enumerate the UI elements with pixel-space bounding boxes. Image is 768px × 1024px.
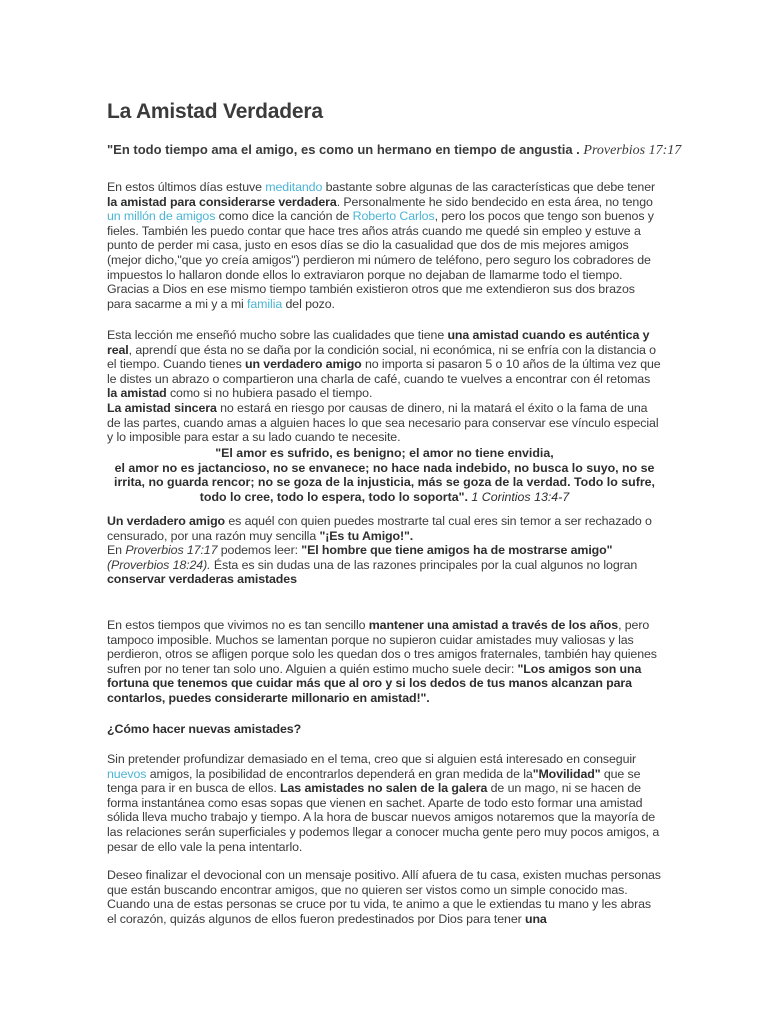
bold-run: La amistad sincera — [107, 400, 217, 415]
epigraph-quote: "En todo tiempo ama el amigo, es como un hermano en tiempo de angustia . — [107, 142, 580, 157]
text-run: que se tenga para ir en busca de ellos. — [107, 766, 641, 796]
paragraph-4 — [107, 618, 662, 706]
link-meditando[interactable]: meditando — [265, 180, 323, 194]
link-familia[interactable]: familia — [247, 296, 283, 311]
epigraph-reference: Proverbios 17:17 — [583, 143, 682, 158]
bold-run: "El hombre que tiene amigos ha de mostrarse amigo" — [301, 543, 613, 558]
bold-run: Un verdadero amigo — [107, 514, 226, 528]
text-run: como si no hubiera pasado el tiempo. — [166, 386, 373, 401]
paragraph-2 — [107, 328, 662, 445]
text-run: bastante sobre algunas de las características que debe tener — [322, 180, 656, 194]
section-heading-text: ¿Cómo hacer nuevas amistades? — [107, 722, 302, 736]
text-run: de un mago, ni se hacen de forma instantánea como esas sopas que vienen en sachet. Aparte de todo esto formar una amistad sólida lleva mucho trabajo y tiempo. A la hora de buscar nuevos amigos notaremos que la mayoría de las relaciones serán superficiales y podemos llegar a conocer mucha gente pero muy pocos amigos, a pesar de ello vale la pena intentarlo. — [107, 781, 660, 854]
text-run: no estará en riesgo por causas de dinero, ni la matará el éxito o la fama de una de las partes, cuando amas a alguien haces lo que sea necesario para conservar ese vínculo especial y lo imposible para estar a su lado cuando te necesite. — [107, 400, 659, 445]
text-run: Sin pretender profundizar demasiado en el tema, creo que si alguien está interesado en conseguir — [107, 752, 637, 766]
bold-run: la amistad — [107, 386, 167, 401]
text-run: , aprendí que ésta no se daña por la condición social, ni económica, ni se enfría con la distancia o el tiempo. Cuando tienes — [107, 342, 656, 372]
bold-run: conservar verdaderas amistades — [107, 572, 297, 587]
bold-run: una — [524, 911, 547, 926]
text-run: no importa si pasaron 5 o 10 años de la última vez que le distes un abrazo o compartieron una charla de café, cuando te vuelves a encontrar con él retomas — [107, 357, 661, 386]
bold-run: Las amistades no salen de la galera — [280, 781, 488, 796]
bold-run: mantener una amistad a través de los años — [368, 618, 619, 632]
section-heading — [107, 722, 662, 737]
text-run: En estos últimos días estuve — [107, 180, 266, 194]
bold-run: "Los amigos son una fortuna que tenemos que cuidar más que al oro y si los dedos de tus manos alcanzan para contarlos, puedes considerarte millonario en amistad!". — [107, 661, 642, 705]
text-run: Ésta es sin dudas una de las razones principales por la cual algunos no logran — [210, 557, 638, 572]
text-run: es aquél con quien puedes mostrarte tal cual eres sin temor a ser rechazado o censurado, por una razón muy sencilla — [107, 514, 652, 543]
document-title: La Amistad Verdadera — [107, 100, 323, 123]
text-run: Esta lección me enseñó mucho sobre las cualidades que tiene — [107, 328, 448, 342]
bold-run: la amistad para considerarse verdadera — [107, 194, 337, 209]
text-run: En — [107, 543, 126, 558]
paragraph-1 — [107, 180, 662, 311]
bible-quote-reference: 1 Corintios 13:4-7 — [471, 489, 570, 504]
epigraph — [107, 142, 707, 159]
text-run: del pozo. — [282, 296, 335, 311]
bold-run: "¡Es tu Amigo!". — [319, 528, 414, 543]
paragraph-6 — [107, 868, 662, 926]
text-run: , pero tampoco imposible. Muchos se lamentan porque no supieron cuidar amistades muy valiosas y las perdieron, otros se afligen porque solo les quedan dos o tres amigos fraternales, también hay quienes sufren por no tener tan solo uno. Alguien a quién estimo mucho suele decir: — [107, 618, 657, 676]
bible-quote — [107, 446, 662, 504]
italic-run: Proverbios 17:17 — [125, 543, 218, 558]
bible-quote-line-1: "El amor es sufrido, es benigno; el amor no tiene envidia, — [215, 446, 554, 460]
bold-run: "Movilidad" — [532, 766, 601, 781]
paragraph-5 — [107, 752, 662, 854]
text-run: Deseo finalizar el devocional con un mensaje positivo. Allí afuera de tu casa, existen muchas personas que están buscando encontrar amigos, que no quieren ser vistos como un simple conocido mas. Cuando una de estas personas se cruce por tu vida, te animo a que le extiendas tu mano y les abras el corazón, quizás algunos de ellos fueron predestinados por Dios para tener — [107, 868, 661, 926]
bold-run: una amistad cuando es auténtica y real — [107, 328, 650, 357]
link-nuevos[interactable]: nuevos — [107, 766, 147, 781]
bold-run: un verdadero amigo — [245, 357, 362, 372]
italic-run: (Proverbios 18:24). — [107, 557, 211, 572]
text-run: podemos leer: — [217, 543, 302, 558]
link-un-millon-de-amigos[interactable]: un millón de amigos — [107, 209, 216, 224]
text-run: amigos, la posibilidad de encontrarlos dependerá en gran medida de la — [146, 766, 533, 781]
bible-quote-text: el amor no es jactancioso, no se envanece; no hace nada indebido, no busca lo suyo, no se irrita, no guarda rencor; no se goza de la injusticia, más se goza de la verdad. Todo lo sufre, todo lo cree, todo lo espera, todo lo soporta". — [114, 460, 655, 504]
paragraph-3 — [107, 514, 662, 587]
link-roberto-carlos[interactable]: Roberto Carlos — [352, 209, 435, 224]
text-run: como dice la canción de — [215, 209, 353, 224]
text-run: . Personalmente he sido bendecido en esta área, no tengo — [336, 194, 653, 209]
text-run: , pero los pocos que tengo son buenos y fieles. También les puedo contar que hace tres años atrás cuando me quedé sin empleo y estuve a punto de perder mi casa, justo en esos días se dio la casualidad que dos de mis mejores amigos (mejor dicho,"que yo creía amigos") perdieron mi número de teléfono, pero seguro los cobradores de impuestos lo hallaron donde ellos lo extraviaron porque no dejaban de llamarme todo el tiempo. Gracias a Dios en ese mismo tiempo también existieron otros que me extendieron sus dos brazos para sacarme a mi y a mi — [107, 209, 654, 311]
bible-quote-body — [107, 461, 662, 505]
text-run: En estos tiempos que vivimos no es tan sencillo — [107, 618, 369, 632]
